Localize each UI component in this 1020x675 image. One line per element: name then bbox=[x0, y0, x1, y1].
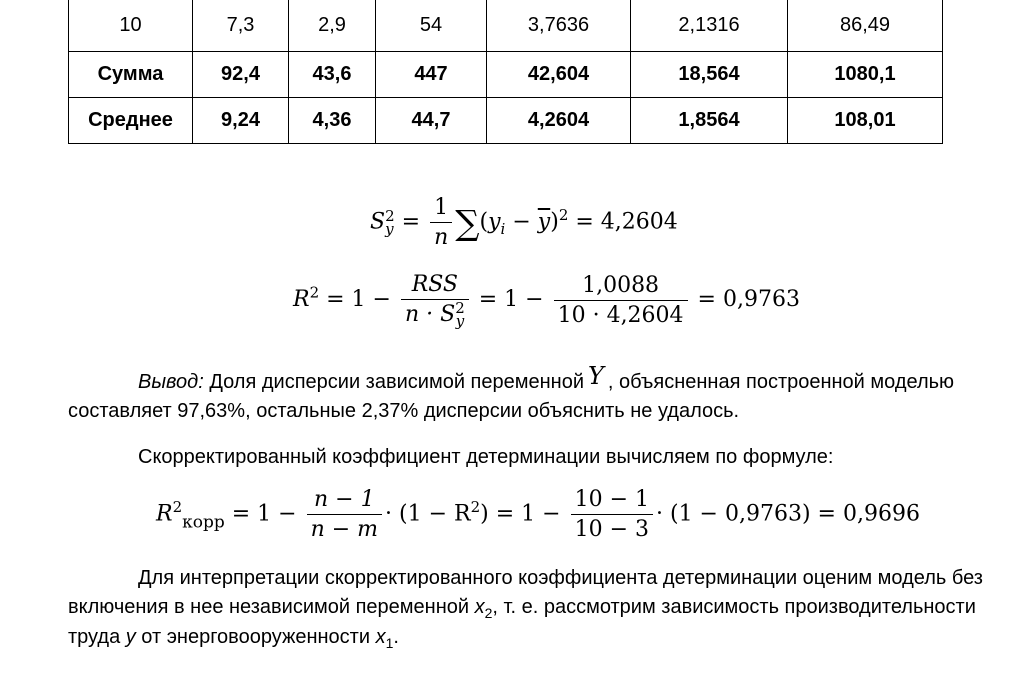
table-cell: 4,36 bbox=[289, 98, 376, 144]
table-row bbox=[69, 0, 943, 52]
fraction-denominator: n − m bbox=[310, 517, 379, 542]
fraction-numerator: n − 1 bbox=[307, 487, 382, 515]
interp-line-2 bbox=[68, 596, 976, 621]
formula-sup: 2 bbox=[172, 498, 183, 517]
table-cell: 7,3 bbox=[193, 0, 289, 52]
formula-sup: 2 bbox=[385, 206, 395, 225]
table-cell: 54 bbox=[376, 0, 487, 52]
table-cell: 1080,1 bbox=[788, 52, 943, 98]
paragraph-text: включения в нее независимой переменной bbox=[68, 596, 475, 618]
table-cell: 447 bbox=[376, 52, 487, 98]
paragraph-text: труда bbox=[68, 626, 126, 648]
table-cell: 18,564 bbox=[631, 52, 788, 98]
formula-symbol: n · S bbox=[404, 302, 456, 327]
variable-subscript: 2 bbox=[484, 605, 493, 621]
table-cell: 4,2604 bbox=[487, 98, 631, 144]
formula-sup: 2 bbox=[309, 283, 320, 302]
formula-paren: ( bbox=[479, 209, 489, 235]
paragraph-text: . bbox=[393, 626, 399, 648]
variable-subscript: 1 bbox=[385, 635, 394, 651]
table-cell: 10 bbox=[69, 0, 193, 52]
adjusted-intro: Скорректированный коэффициент детерминации вычисляем по формуле: bbox=[138, 446, 834, 468]
formula-operator: = 1 − bbox=[471, 287, 551, 312]
formula-symbol: y bbox=[488, 209, 501, 235]
formula-sup: 2 bbox=[455, 299, 465, 317]
table-cell: 108,01 bbox=[788, 98, 943, 144]
formula-sub: y bbox=[455, 312, 465, 330]
fraction-numerator: 1,0088 bbox=[554, 273, 688, 301]
formula-result: = 4,2604 bbox=[568, 209, 678, 235]
variable-symbol: x bbox=[474, 596, 485, 618]
table-row-sum bbox=[69, 52, 943, 98]
formula-result: = 0,9763 bbox=[690, 287, 800, 312]
formula-operator: − bbox=[505, 209, 538, 235]
formula-sup: 2 bbox=[470, 498, 481, 517]
formula-fraction bbox=[430, 195, 452, 250]
conclusion-label: Вывод: bbox=[138, 371, 204, 393]
table-cell: 42,604 bbox=[487, 52, 631, 98]
table-cell: Среднее bbox=[69, 98, 193, 144]
formula-symbol: S bbox=[370, 209, 386, 235]
paragraph-text: , объясненная построенной моделью bbox=[607, 371, 955, 393]
table-cell: 3,7636 bbox=[487, 0, 631, 52]
fraction-denominator bbox=[401, 300, 469, 328]
fraction-denominator: 10 · 4,2604 bbox=[557, 302, 684, 328]
formula-symbol-mean: $\overline{y}$ bbox=[537, 209, 551, 235]
formula-operator: · (1 − R bbox=[385, 501, 471, 527]
formula-sub: y bbox=[385, 219, 394, 238]
data-table bbox=[68, 0, 943, 144]
table-cell: 9,24 bbox=[193, 98, 289, 144]
formula-sub: корр bbox=[182, 512, 225, 533]
table-cell: 2,1316 bbox=[631, 0, 788, 52]
interp-line-1: Для интерпретации скорректированного коэффициента детерминации оценим модель без bbox=[138, 567, 983, 589]
formula-supsub bbox=[385, 206, 395, 238]
table-cell: 44,7 bbox=[376, 98, 487, 144]
conclusion-line-1 bbox=[138, 362, 954, 394]
formula-variance: S 2 y = $\frac{1}{n}$ $\sum(y_i - \overline{y})^2 = 4,2604$ bbox=[370, 195, 678, 250]
formula-supsub bbox=[455, 299, 465, 330]
variable-symbol: Y bbox=[588, 362, 604, 390]
paragraph-text: , т. е. рассмотрим зависимость производительности bbox=[492, 596, 976, 618]
formula-fraction bbox=[554, 273, 688, 328]
formula-fraction bbox=[401, 272, 469, 328]
formula-r-squared-adjusted bbox=[156, 487, 920, 542]
paragraph-text: Доля дисперсии зависимой переменной bbox=[203, 371, 585, 393]
formula-paren: ) bbox=[550, 209, 559, 235]
sum-symbol: ∑ bbox=[455, 203, 480, 244]
table-cell: Сумма bbox=[69, 52, 193, 98]
fraction-denominator: n bbox=[434, 225, 449, 250]
interp-line-3 bbox=[68, 626, 399, 651]
paragraph-text: от энерговооруженности bbox=[135, 626, 376, 648]
formula-operator: ) = 1 − bbox=[480, 501, 568, 527]
table-cell: 43,6 bbox=[289, 52, 376, 98]
fraction-numerator: 1 bbox=[430, 195, 452, 223]
table-cell: 1,8564 bbox=[631, 98, 788, 144]
formula-symbol: R bbox=[293, 287, 310, 312]
variable-symbol: x bbox=[375, 626, 386, 648]
conclusion-line-2: составляет 97,63%, остальные 2,37% дисперсии объяснить не удалось. bbox=[68, 400, 740, 422]
table-cell: 86,49 bbox=[788, 0, 943, 52]
formula-fraction bbox=[307, 487, 382, 542]
formula-fraction bbox=[571, 487, 653, 542]
formula-r-squared bbox=[293, 272, 800, 328]
table-row-mean bbox=[69, 98, 943, 144]
formula-operator: = 1 − bbox=[319, 287, 398, 312]
table-cell: 2,9 bbox=[289, 0, 376, 52]
formula-symbol: R bbox=[156, 501, 173, 527]
formula-operator: = 1 − bbox=[224, 501, 304, 527]
fraction-numerator: RSS bbox=[401, 272, 469, 300]
fraction-denominator: 10 − 3 bbox=[574, 517, 649, 542]
fraction-numerator: 10 − 1 bbox=[571, 487, 653, 515]
formula-sup: 2 bbox=[558, 206, 569, 225]
variable-symbol: y bbox=[125, 626, 136, 648]
table-cell: 92,4 bbox=[193, 52, 289, 98]
formula-sub: i bbox=[500, 219, 506, 238]
formula-result: · (1 − 0,9763) = 0,9696 bbox=[656, 501, 920, 527]
